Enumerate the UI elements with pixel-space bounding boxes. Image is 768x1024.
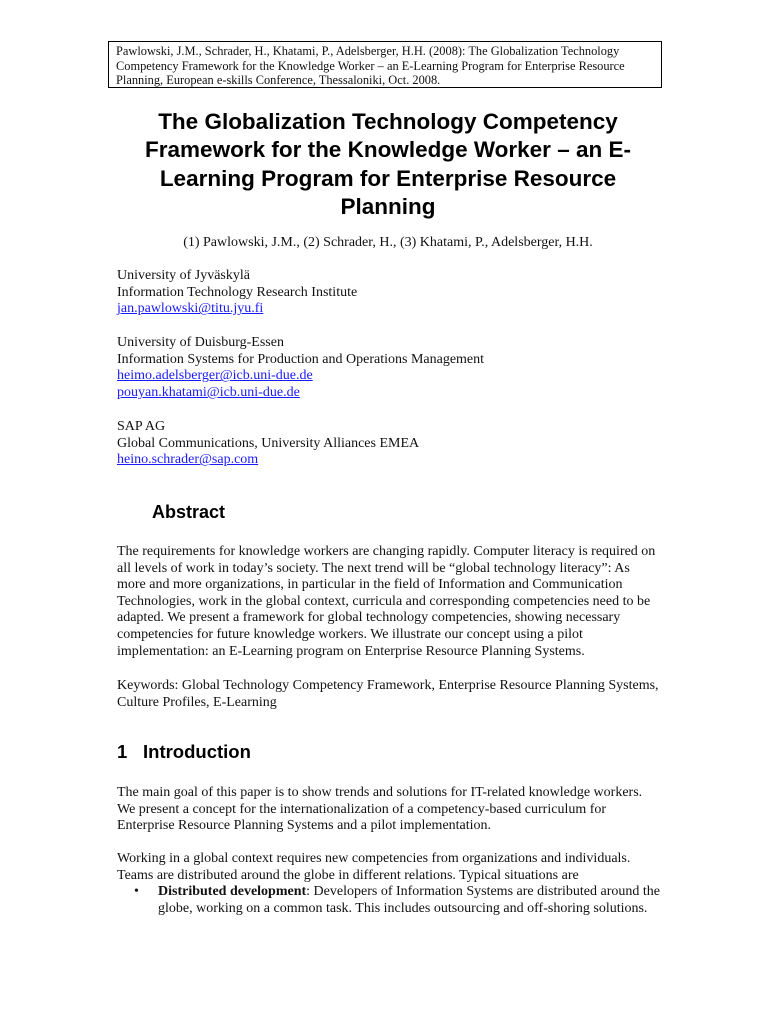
abstract-heading: Abstract xyxy=(152,502,226,522)
keywords-paragraph: Keywords: Global Technology Competency Framework, Enterprise Resource Planning Systems, Culture Profiles, E-Learning xyxy=(117,678,659,710)
intro-paragraph: Working in a global context requires new competencies from organizations and individuals. Teams are distributed around the globe in different relations. Typical situations are xyxy=(117,851,631,883)
affiliation-name: SAP AG xyxy=(117,419,166,434)
title-line: Planning xyxy=(340,193,436,219)
affiliation-name: University of Jyväskylä xyxy=(117,268,250,283)
section-title: Introduction xyxy=(143,741,251,762)
affiliation-dept: Global Communications, University Alliances EMEA xyxy=(117,435,420,451)
title-line: Framework for the Knowledge Worker – an E- xyxy=(145,137,631,163)
affiliation-dept: Information Systems for Production and Operations Management xyxy=(117,351,485,367)
citation-text: Pawlowski, J.M., Schrader, H., Khatami, P., Adelsberger, H.H. (2008): The Globalization Technology Competency Framework for the Knowledge Worker – an E-Learning Program for Enterprise Resource Planning, European e-skills Conference, Thessaloniki, Oct. 2008. xyxy=(116,44,625,88)
email-link[interactable]: heino.schrader@sap.com xyxy=(117,452,259,468)
title-line: The Globalization Technology Competency xyxy=(158,109,618,134)
bullet-term: Distributed development xyxy=(158,884,307,899)
email-link[interactable]: pouyan.khatami@icb.uni-due.de xyxy=(117,385,300,401)
list-item xyxy=(117,884,662,917)
intro-paragraph: The main goal of this paper is to show trends and solutions for IT-related knowledge workers. We present a concept for the internationalization of a competency-based curriculum for Enterprise Resource Planning Systems and a pilot implementation. xyxy=(117,785,643,834)
paper-title xyxy=(108,108,668,221)
affiliation-duisburg-essen xyxy=(117,335,484,402)
bullet-icon: • xyxy=(134,884,139,899)
introduction-heading xyxy=(117,741,251,762)
affiliation-dept: Information Technology Research Institute xyxy=(117,284,358,300)
author-list: (1) Pawlowski, J.M., (2) Schrader, H., (3) Khatami, P., Adelsberger, H.H. xyxy=(183,235,593,250)
section-number: 1 xyxy=(117,741,128,762)
citation-box xyxy=(108,41,662,88)
email-link[interactable]: jan.pawlowski@titu.jyu.fi xyxy=(117,301,264,317)
title-line: Learning Program for Enterprise Resource xyxy=(159,165,617,191)
affiliation-jyvaskyla xyxy=(117,268,357,318)
affiliation-sap xyxy=(117,419,419,469)
affiliation-name: University of Duisburg-Essen xyxy=(117,335,284,350)
bullet-text: : Developers of Information Systems are distributed around the globe, working on a common task. This includes outsourcing and off-shoring solutions. xyxy=(158,884,660,916)
email-link[interactable]: heimo.adelsberger@icb.uni-due.de xyxy=(117,368,313,384)
abstract-paragraph: The requirements for knowledge workers are changing rapidly. Computer literacy is required on all levels of work in today’s society. The next trend will be “global technology literacy”: As more and more organizations, in particular in the field of Information and Communication Technologies, work in the global context, curricula and corresponding competencies need to be adapted. We present a framework for global technology competencies, showing necessary competencies for future knowledge workers. We illustrate our concept using a pilot implementation: an E-Learning program on Enterprise Resource Planning Systems. xyxy=(117,544,656,659)
bullet-list xyxy=(117,884,662,917)
